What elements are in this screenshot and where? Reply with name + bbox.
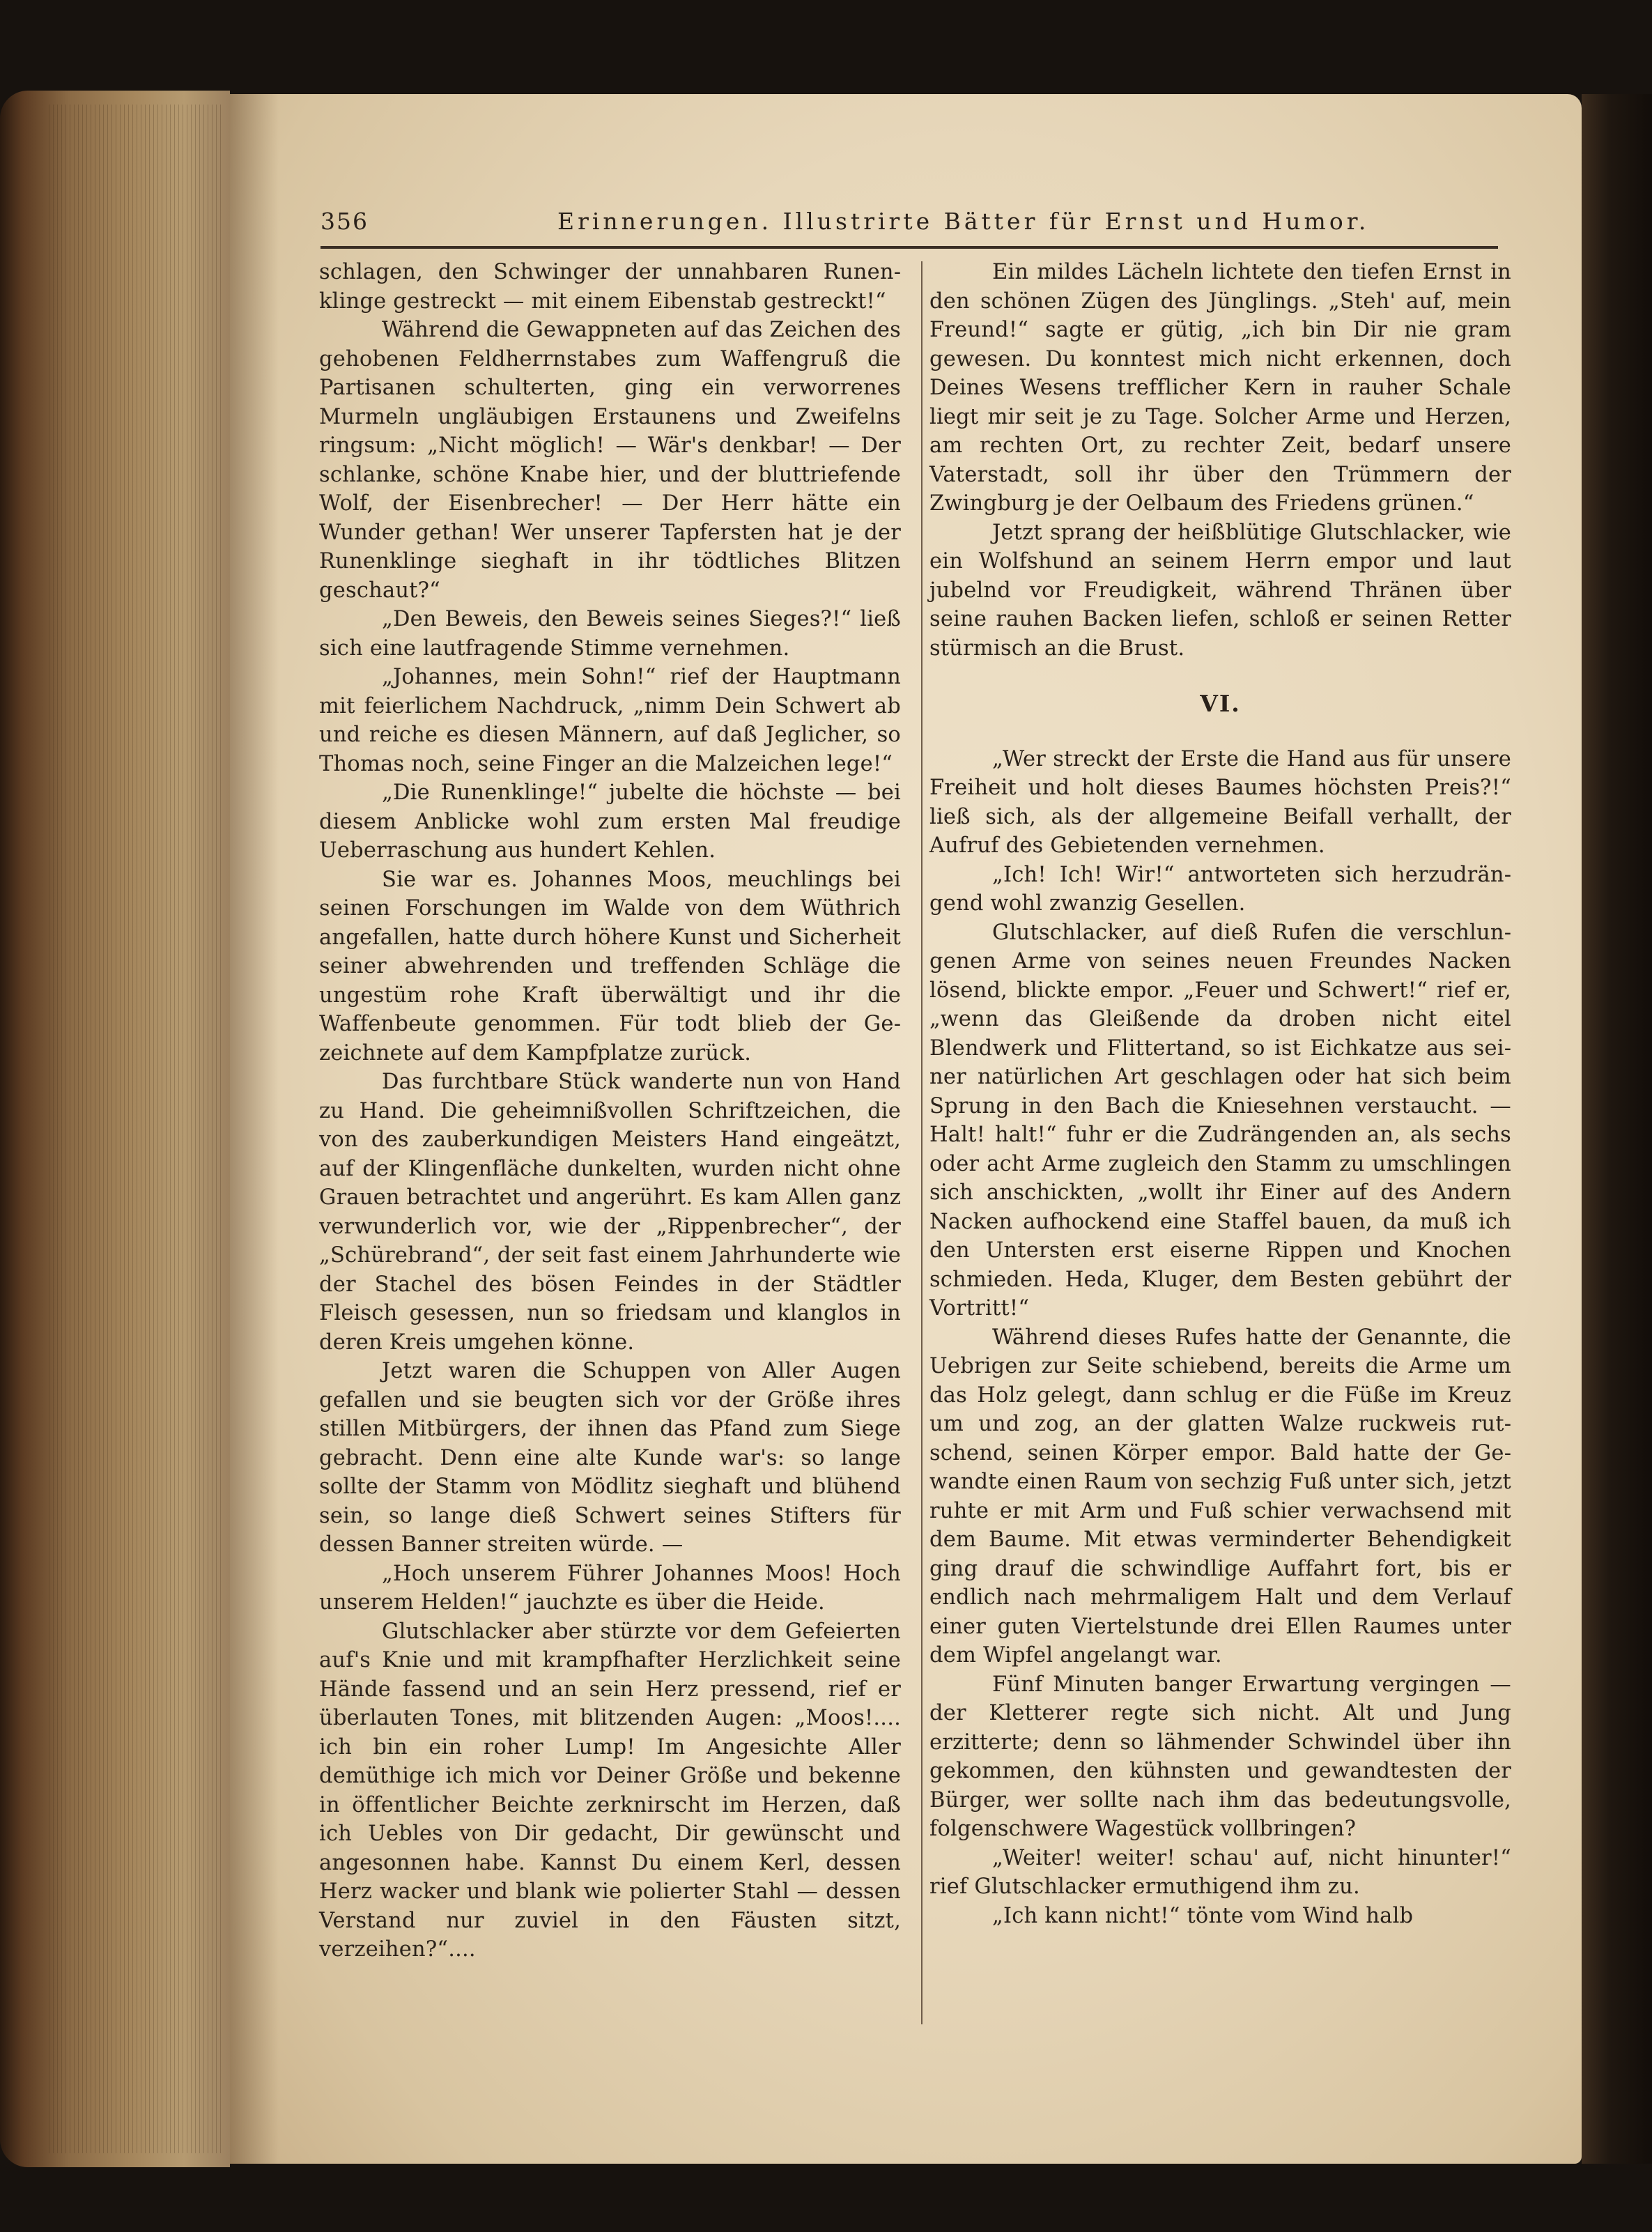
header-rule xyxy=(321,246,1498,249)
running-title: Erinnerungen. Illustrirte Bätter für Ernst und Humor. xyxy=(557,208,1370,235)
paragraph: schlagen, den Schwinger der unnahbaren Runenklinge gestreckt — mit einem Eibenstab gestreckt!“ xyxy=(319,260,901,314)
paragraph: Jetzt sprang der heißblütige Glutschlacker, wie ein Wolfshund an seinem Herrn empor und laut jubelnd vor Freudigkeit, während Thränen über seine rauhen Backen liefen, schloß er seinen Retter stürmisch an die Brust. xyxy=(929,520,1511,661)
paragraph: „Ich kann nicht!“ tönte vom Wind halb xyxy=(992,1903,1414,1928)
gutter-shadow xyxy=(230,94,279,2164)
paragraph: Glutschlacker aber stürzte vor dem Gefeierten auf's Knie und mit krampfhafter Herzlichkeit seine Hände fassend und an sein Herz pressend, rief er überlauten Tones, mit blitzenden Augen: „Moos!.... ich bin ein roher Lump! Im Angesichte Aller demüthige ich mich vor Deiner Größe und bekenne in öffentlicher Beichte zerknirscht im Herzen, daß ich Uebles von Dir gedacht, Dir gewünscht und angesonnen habe. Kannst Du einem Kerl, dessen Herz wacker und blank wie polierter Stahl — dessen Verstand nur zuviel in den Fäusten sitzt, verzeihen?“.... xyxy=(319,1619,901,1962)
paragraph: „Weiter! weiter! schau' auf, nicht hinunter!“ rief Glutschlacker ermuthigend ihm zu. xyxy=(929,1845,1511,1899)
paragraph: Jetzt waren die Schuppen von Aller Augen gefallen und sie beugten sich vor der Größe ihres stillen Mitbürgers, der ihnen das Pfand zum Siege gebracht. Denn eine alte Kunde war's: so lange sollte der Stamm von Mödlitz sieghaft und blühend sein, so lange dieß Schwert seines Stifters für dessen Banner streiten würde. — xyxy=(319,1359,901,1557)
paragraph: Während dieses Rufes hatte der Genannte, die Uebrigen zur Seite schiebend, bereits die Arme um das Holz gelegt, dann schlug er die Füße im Kreuz um und zog, an der glatten Walze ruckweis rutschend, seinen Körper empor. Bald hatte der Gewandte einen Raum von sechzig Fuß unter sich, jetzt ruhte er mit Arm und Fuß schier verwachsend mit dem Baume. Mit etwas verminderter Behendigkeit ging drauf die schwindlige Auffahrt fort, bis er endlich nach mehrmaligem Halt und dem Verlauf einer guten Viertelstunde drei Ellen Raumes unter dem Wipfel angelangt war. xyxy=(929,1325,1511,1668)
paragraph: „Hoch unserem Führer Johannes Moos! Hoch unserem Helden!“ jauchzte es über die Heide. xyxy=(319,1561,901,1615)
left-column xyxy=(319,258,901,1964)
paragraph: „Johannes, mein Sohn!“ rief der Hauptmann mit feierlichem Nachdruck, „nimm Dein Schwert ab und reiche es diesen Männern, auf daß Jeglicher, so Thomas noch, seine Finger an die Malzeichen lege!“ xyxy=(319,665,901,776)
page-edges xyxy=(49,105,223,2153)
paragraph: „Wer streckt der Erste die Hand aus für unsere Freiheit und holt dieses Baumes höchsten Preis?!“ ließ sich, als der allgemeine Beifall verhallt, der Aufruf des Gebietenden vernehmen. xyxy=(929,746,1511,858)
paragraph: Das furchtbare Stück wanderte nun von Hand zu Hand. Die geheimnißvollen Schriftzeichen, die von des zauberkundigen Meisters Hand eingeätzt, auf der Klingenfläche dunkelten, wurden nicht ohne Grauen betrachtet und angerührt. Es kam Allen ganz verwunderlich vor, wie der „Rippenbrecher“, der „Schürebrand“, der seit fast einem Jahrhunderte wie der Stachel des bösen Feindes in der Städtler Fleisch gesessen, nun so friedsam und klanglos in deren Kreis umgehen könne. xyxy=(319,1070,901,1355)
page-header xyxy=(321,208,1498,241)
paragraph: Sie war es. Johannes Moos, meuchlings bei seinen Forschungen im Walde von dem Wüthrich angefallen, hatte durch höhere Kunst und Sicherheit seiner abwehrenden und treffenden Schläge die ungestüm rohe Kraft überwältigt und ihr die Waffenbeute genommen. Für todt blieb der Gezeichnete auf dem Kampfplatze zurück. xyxy=(319,867,901,1065)
paragraph: Glutschlacker, auf dieß Rufen die verschlungenen Arme von seines neuen Freundes Nacken lösend, blickte empor. „Feuer und Schwert!“ rief er, „wenn das Gleißende da droben nicht eitel Blendwerk und Flittertand, so ist Eichkatze aus seiner natürlichen Art geschlagen oder hat sich beim Sprung in den Bach die Kniesehnen verstaucht. — Halt! halt!“ fuhr er die Zudrängenden an, als sechs oder acht Arme zugleich den Stamm zu umschlingen sich anschickten, „wollt ihr Einer auf des Andern Nacken aufhockend eine Staffel bauen, da muß ich den Untersten erst eiserne Rippen und Knochen schmieden. Heda, Kluger, dem Besten gebührt der Vortritt!“ xyxy=(929,920,1511,1321)
page-number: 356 xyxy=(321,208,369,235)
paragraph: Ein mildes Lächeln lichtete den tiefen Ernst in den schönen Zügen des Jünglings. „Steh' auf, mein Freund!“ sagte er gütig, „ich bin Dir nie gram gewesen. Du konntest mich nicht erkennen, doch Deines Wesens trefflicher Kern in rauher Schale liegt mir seit je zu Tage. Solcher Arme und Herzen, am rechten Ort, zu rechter Zeit, bedarf unsere Vaterstadt, soll ihr über den Trümmern der Zwingburg je der Oelbaum des Friedens grünen.“ xyxy=(929,260,1511,516)
paragraph: „Die Runenklinge!“ jubelte die höchste — bei diesem Anblicke wohl zum ersten Mal freudige Ueberraschung aus hundert Kehlen. xyxy=(319,780,901,863)
paragraph: „Ich! Ich! Wir!“ antworteten sich herzudrängend wohl zwanzig Gesellen. xyxy=(929,862,1511,916)
paragraph: „Den Beweis, den Beweis seines Sieges?!“ ließ sich eine lautfragende Stimme vernehmen. xyxy=(319,607,901,661)
paragraph: Fünf Minuten banger Erwartung vergingen — der Kletterer regte sich nicht. Alt und Jung erzitterte; denn so lähmender Schwindel über ihn gekommen, den kühnsten und gewandtesten der Bürger, wer sollte nach ihm das bedeutungsvolle, folgenschwere Wagestück vollbringen? xyxy=(929,1672,1511,1841)
column-divider xyxy=(921,261,923,2024)
paragraph: Während die Gewappneten auf das Zeichen des gehobenen Feldherrnstabes zum Waffengruß die Partisanen schulterten, ging ein verworrenes Murmeln ungläubigen Erstaunens und Zweifelns ringsum: „Nicht möglich! — Wär's denkbar! — Der schlanke, schöne Knabe hier, und der bluttriefende Wolf, der Eisenbrecher! — Der Herr hätte ein Wunder gethan! Wer unserer Tapfersten hat je der Runenklinge sieghaft in ihr tödtliches Blitzen geschaut?“ xyxy=(319,318,901,603)
right-column xyxy=(929,258,1511,1930)
section-heading: VI. xyxy=(1200,690,1241,717)
facing-page-edge xyxy=(1582,94,1652,2164)
